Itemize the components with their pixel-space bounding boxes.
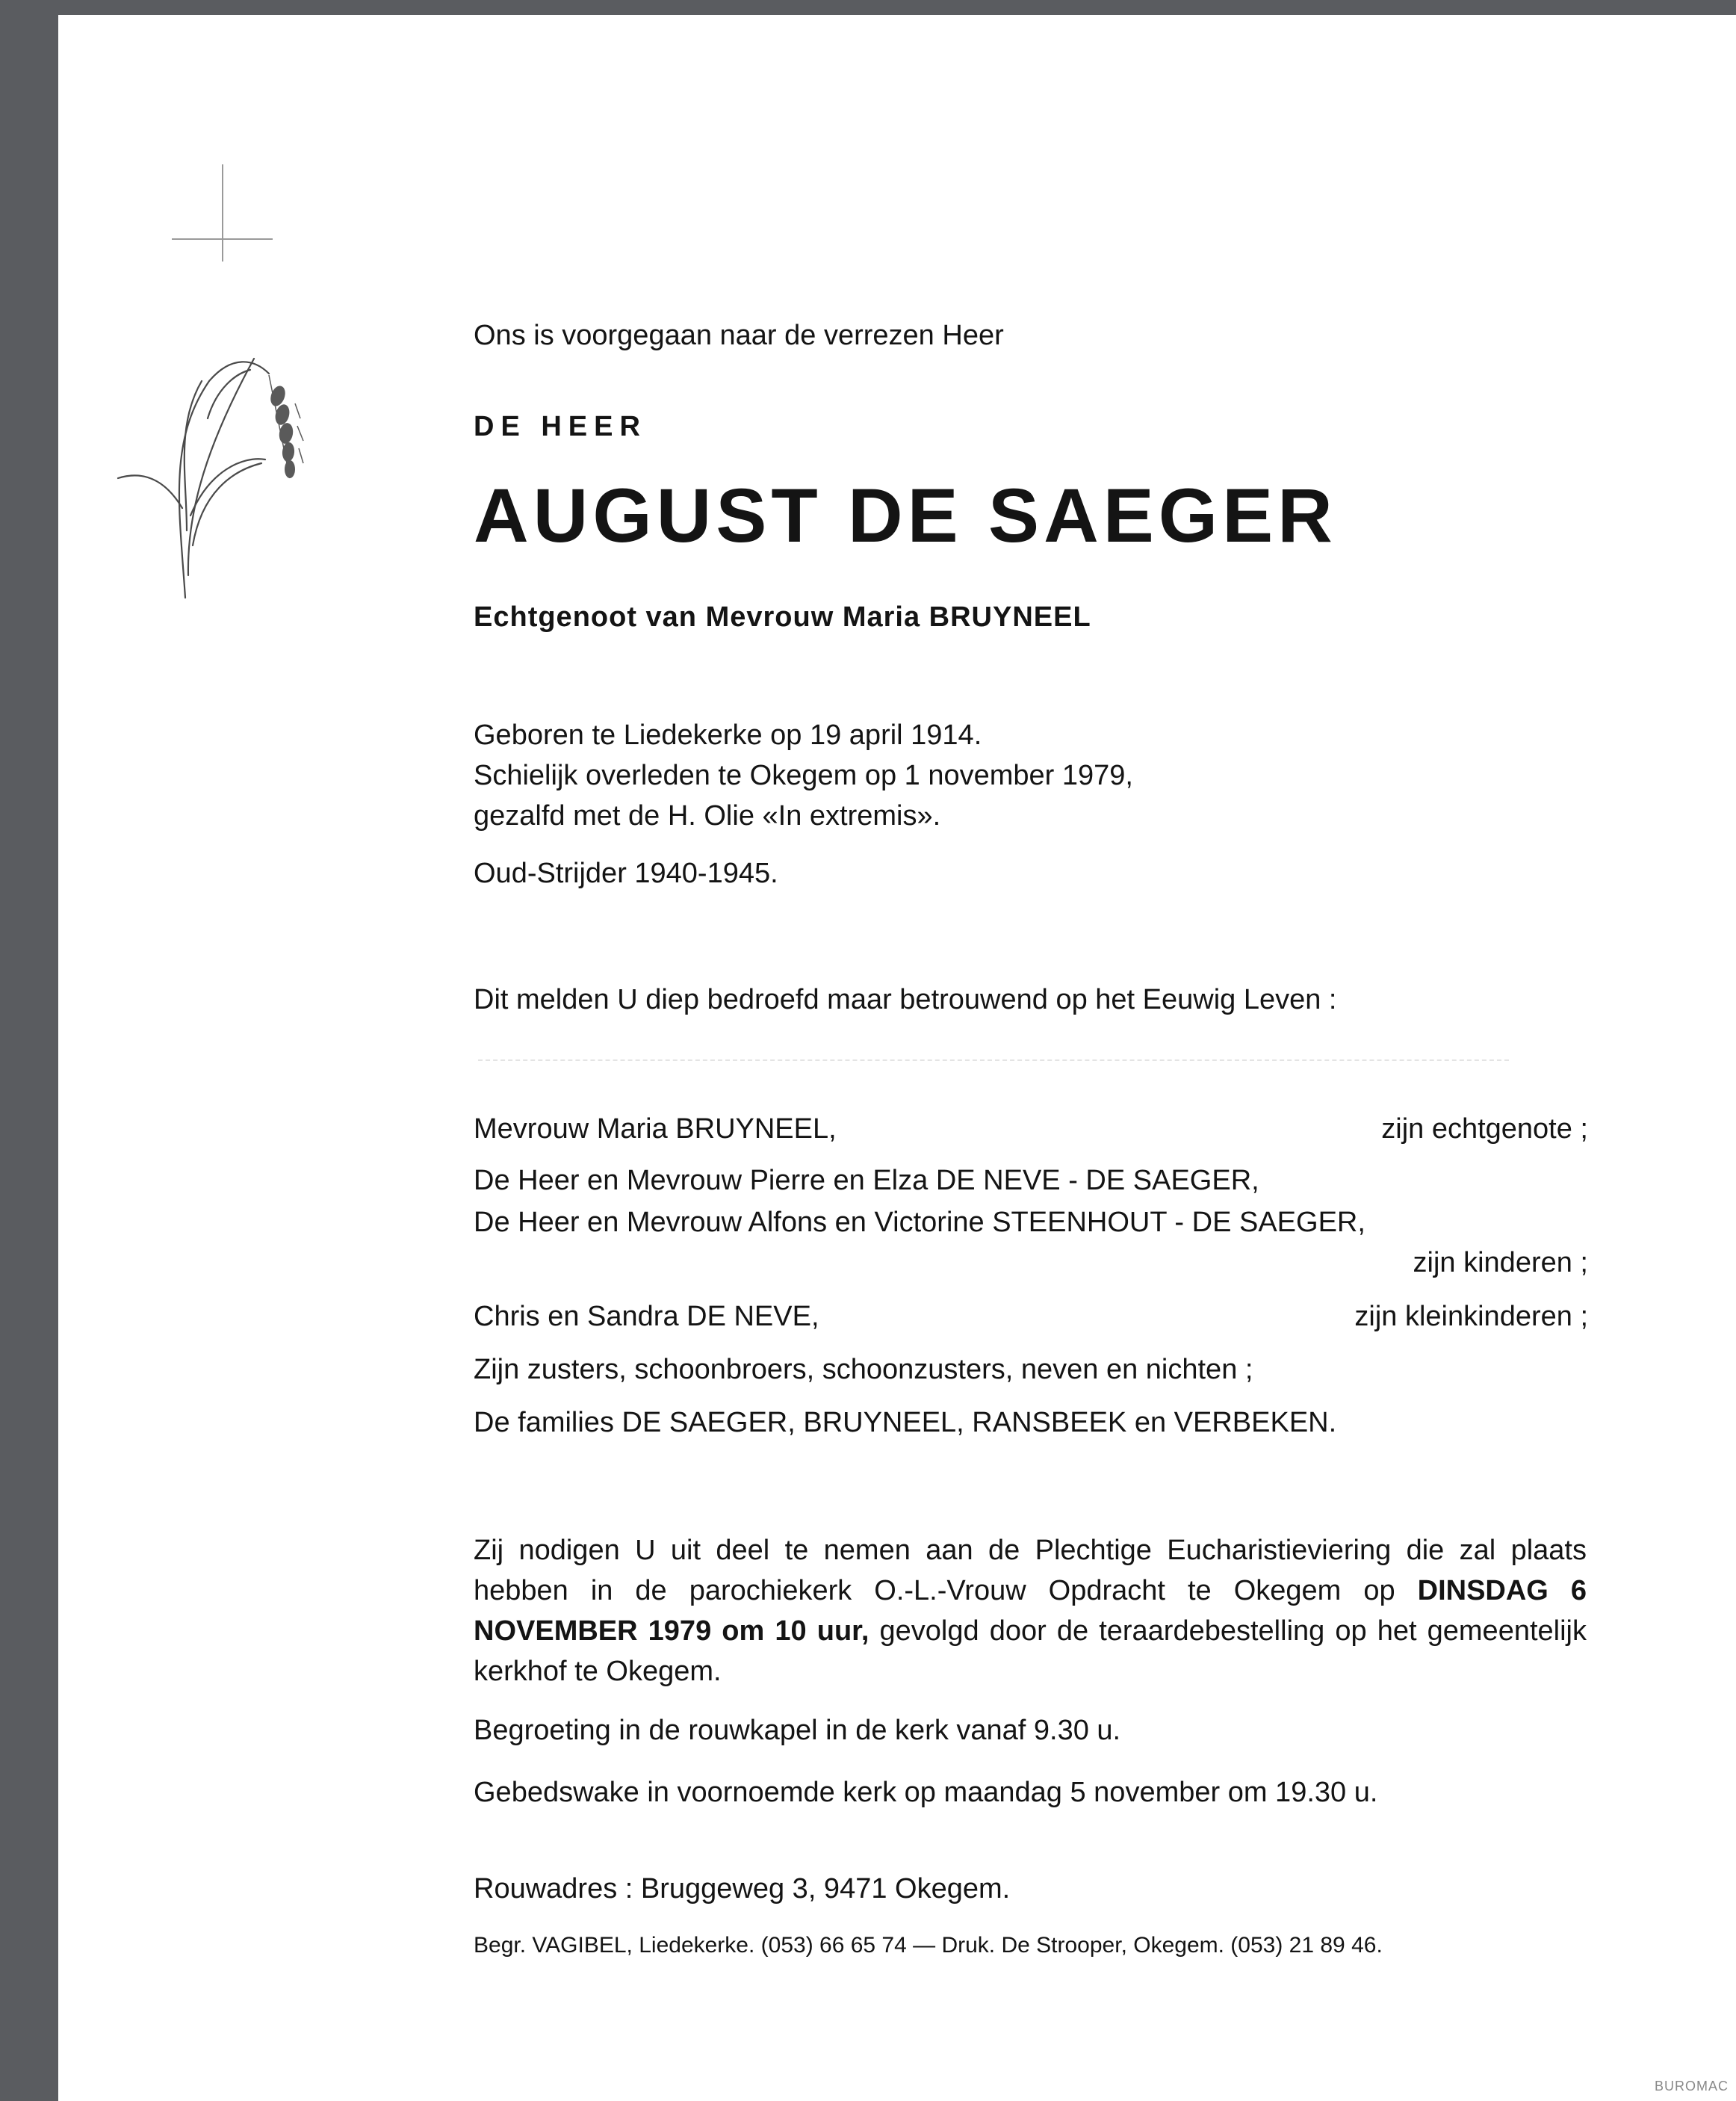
- message-line: Dit melden U diep bedroefd maar betrouwend op het Eeuwig Leven :: [474, 984, 1337, 1015]
- scanner-stamp: BUROMAC: [1654, 2079, 1729, 2094]
- anointing-line: gezalfd met de H. Olie «In extremis».: [474, 800, 941, 832]
- invitation-paragraph: [474, 1530, 1587, 1692]
- family-siblings: Zijn zusters, schoonbroers, schoonzusters, neven en nichten ;: [474, 1354, 1253, 1385]
- family-families: De families DE SAEGER, BRUYNEEL, RANSBEEK en VERBEKEN.: [474, 1407, 1337, 1438]
- family-children-role: zijn kinderen ;: [1413, 1247, 1588, 1278]
- family-child-1: De Heer en Mevrouw Pierre en Elza DE NEVE - DE SAEGER,: [474, 1165, 1259, 1196]
- family-grandchildren-role: zijn kleinkinderen ;: [1354, 1301, 1588, 1332]
- veteran-line: Oud-Strijder 1940-1945.: [474, 858, 778, 889]
- death-line: Schielijk overleden te Okegem op 1 november 1979,: [474, 760, 1133, 791]
- address-line: Rouwadres : Bruggeweg 3, 9471 Okegem.: [474, 1873, 1011, 1904]
- birth-line: Geboren te Liedekerke op 19 april 1914.: [474, 720, 982, 751]
- invitation-text-1: Zij nodigen U uit deel te nemen aan de Plechtige Eucharistieviering die zal plaats hebben in de parochiekerk O.-L.-Vrouw Opdracht te Okegem op: [474, 1535, 1587, 1606]
- spouse-line: Echtgenoot van Mevrouw Maria BRUYNEEL: [474, 601, 1091, 633]
- scan-border-left: [0, 0, 58, 2101]
- deceased-name: AUGUST DE SAEGER: [474, 473, 1337, 558]
- family-spouse-role: zijn echtgenote ;: [1381, 1113, 1588, 1145]
- scan-border-top: [0, 0, 1736, 15]
- vigil-line: Gebedswake in voornoemde kerk op maandag 5 november om 19.30 u.: [474, 1777, 1378, 1808]
- intro-text: Ons is voorgegaan naar de verrezen Heer: [474, 320, 1004, 351]
- honorific-title: DE HEER: [474, 411, 647, 442]
- printer-footer: Begr. VAGIBEL, Liedekerke. (053) 66 65 74 — Druk. De Strooper, Okegem. (053) 21 89 46.: [474, 1933, 1383, 1958]
- family-spouse: Mevrouw Maria BRUYNEEL,: [474, 1113, 837, 1145]
- family-grandchildren: Chris en Sandra DE NEVE,: [474, 1301, 819, 1332]
- invitation-date: DINSDAG 6 NOVEMBER 1979 om 10 uur,: [474, 1575, 1587, 1647]
- invitation-text-2: gevolgd door de teraardebestelling op het gemeentelijk kerkhof te Okegem.: [474, 1615, 1587, 1687]
- greeting-line: Begroeting in de rouwkapel in de kerk vanaf 9.30 u.: [474, 1715, 1121, 1746]
- cross-and-wheat-icon: [105, 157, 329, 620]
- family-child-2: De Heer en Mevrouw Alfons en Victorine STEENHOUT - DE SAEGER,: [474, 1207, 1365, 1238]
- fold-line: [478, 1059, 1509, 1061]
